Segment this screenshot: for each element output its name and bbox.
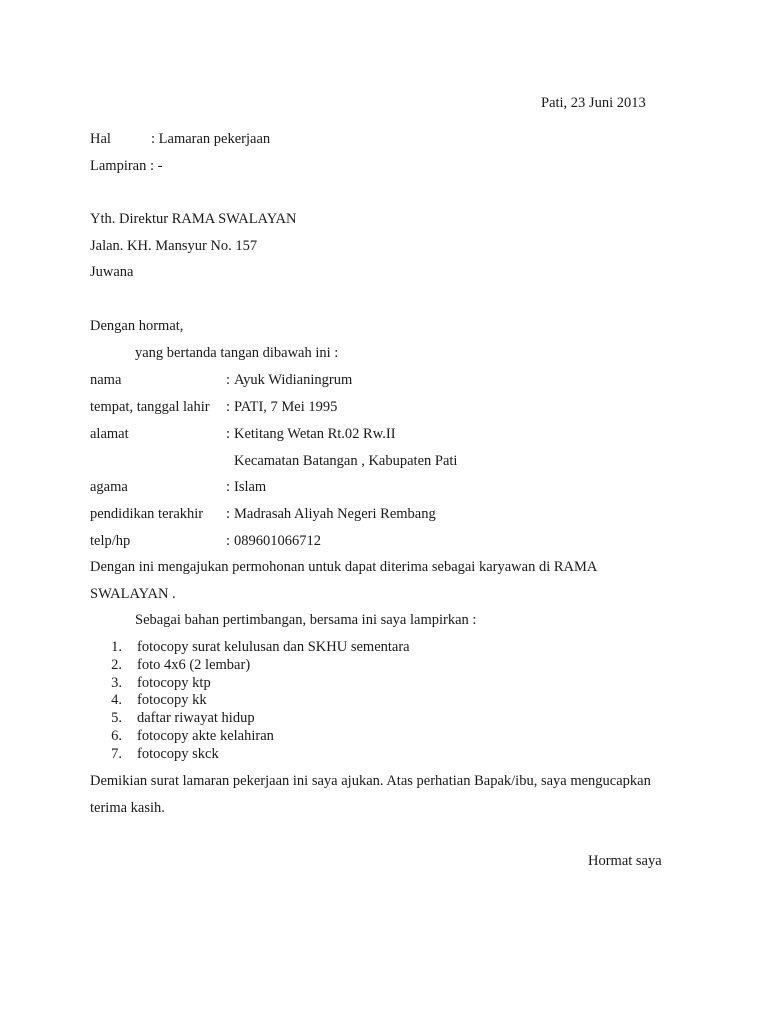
greeting: Dengan hormat, [90,318,184,334]
closing-salutation: Hormat saya [588,853,662,869]
list-item: fotocopy skck [137,746,219,762]
application-paragraph: Dengan ini mengajukan permohonan untuk dapat diterima sebagai karyawan di RAMA [90,559,598,575]
list-item: fotocopy ktp [137,675,211,691]
subject-value: : Lamaran pekerjaan [151,131,271,147]
field-value: Ayuk Widianingrum [234,372,353,388]
field-label: tempat, tanggal lahir [90,399,210,415]
list-number: 1. [111,639,122,655]
recipient-line: Yth. Direktur RAMA SWALAYAN [90,211,297,227]
field-colon: : [226,426,231,442]
closing-paragraph: terima kasih. [90,800,165,816]
list-item: fotocopy akte kelahiran [137,728,274,744]
attachments-intro: Sebagai bahan pertimbangan, bersama ini saya lampirkan : [135,612,477,628]
field-value: 089601066712 [234,533,321,549]
list-item: daftar riwayat hidup [137,710,255,726]
field-colon: : [226,399,231,415]
field-label: agama [90,479,128,495]
field-value: Ketitang Wetan Rt.02 Rw.II [234,426,396,442]
list-number: 2. [111,657,122,673]
list-number: 7. [111,746,122,762]
field-colon: : [226,533,231,549]
list-number: 5. [111,710,122,726]
field-colon: : [226,372,231,388]
list-item: fotocopy surat kelulusan dan SKHU sementara [137,639,410,655]
field-value: PATI, 7 Mei 1995 [234,399,338,415]
closing-paragraph: Demikian surat lamaran pekerjaan ini saya ajukan. Atas perhatian Bapak/ibu, saya mengucapkan [90,773,651,789]
intro-line: yang bertanda tangan dibawah ini : [135,345,339,361]
recipient-line: Juwana [90,264,134,280]
field-label: pendidikan terakhir [90,506,204,522]
list-number: 3. [111,675,122,691]
attachment-line: Lampiran : - [90,158,163,174]
letter-date: Pati, 23 Juni 2013 [541,95,646,111]
field-colon: : [226,479,231,495]
list-number: 4. [111,692,122,708]
field-value: Madrasah Aliyah Negeri Rembang [234,506,436,522]
field-value: Kecamatan Batangan , Kabupaten Pati [234,453,458,469]
field-label: alamat [90,426,129,442]
list-item: foto 4x6 (2 lembar) [137,657,251,673]
field-value: Islam [234,479,267,495]
list-item: fotocopy kk [137,692,207,708]
field-label: telp/hp [90,533,131,549]
list-number: 6. [111,728,122,744]
application-paragraph: SWALAYAN . [90,586,176,602]
field-label: nama [90,372,122,388]
field-colon: : [226,506,231,522]
subject-label: Hal [90,131,111,147]
recipient-line: Jalan. KH. Mansyur No. 157 [90,238,258,254]
